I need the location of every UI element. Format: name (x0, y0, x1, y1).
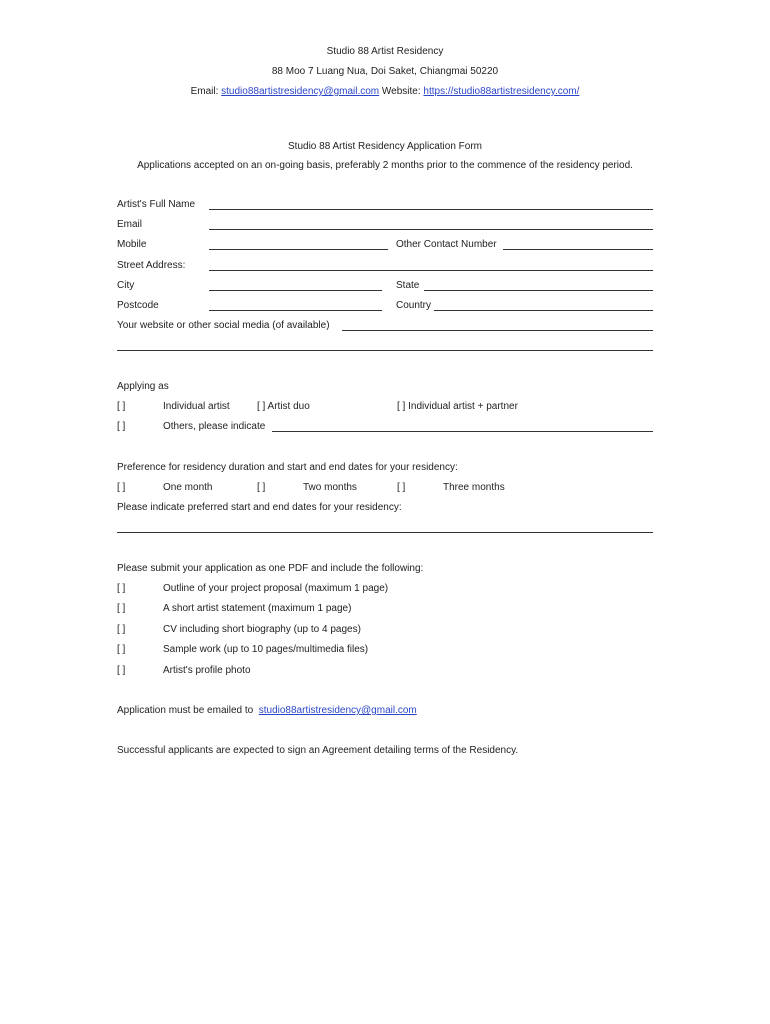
checkbox-profile-photo[interactable]: [ ] (117, 665, 126, 676)
applying-heading: Applying as (117, 381, 169, 392)
option-two-months: Two months (303, 482, 357, 493)
postcode-line[interactable] (209, 310, 382, 311)
address: 88 Moo 7 Luang Nua, Doi Saket, Chiangmai 50220 (271, 66, 499, 77)
item-profile-photo: Artist's profile photo (163, 665, 251, 676)
website-field-label: Your website or other social media (of available) (117, 320, 330, 331)
checkbox-proposal[interactable]: [ ] (117, 583, 126, 594)
others-line[interactable] (272, 431, 653, 432)
full-name-line[interactable] (209, 209, 653, 210)
state-label: State (396, 280, 420, 291)
other-contact-line[interactable] (503, 249, 653, 250)
website-line-2[interactable] (117, 350, 653, 351)
full-name-label: Artist's Full Name (117, 199, 196, 210)
dates-line[interactable] (117, 532, 653, 533)
contact-line (0, 86, 770, 98)
email-link[interactable]: studio88artistresidency@gmail.com (221, 86, 380, 97)
option-three-months: Three months (443, 482, 505, 493)
duration-heading: Preference for residency duration and start and end dates for your residency: (117, 462, 458, 473)
email-field-label: Email (117, 219, 143, 230)
item-cv: CV including short biography (up to 4 pages) (163, 624, 361, 635)
state-line[interactable] (424, 290, 653, 291)
website-label: Website: (381, 86, 424, 97)
email-note (117, 705, 417, 717)
other-contact-label: Other Contact Number (396, 239, 497, 250)
city-line[interactable] (209, 290, 382, 291)
option-partner[interactable]: [ ] Individual artist + partner (397, 401, 518, 412)
checkbox-individual[interactable]: [ ] (117, 401, 126, 412)
postcode-label: Postcode (117, 300, 159, 311)
org-name: Studio 88 Artist Residency (326, 46, 444, 57)
submit-heading: Please submit your application as one PDF and include the following: (117, 563, 424, 574)
country-label: Country (396, 300, 432, 311)
form-title: Studio 88 Artist Residency Application Form (288, 141, 482, 152)
checkbox-one-month[interactable]: [ ] (117, 482, 126, 493)
item-statement: A short artist statement (maximum 1 page) (163, 603, 352, 614)
website-link[interactable]: https://studio88artistresidency.com/ (423, 86, 580, 97)
checkbox-statement[interactable]: [ ] (117, 603, 126, 614)
website-line[interactable] (342, 330, 653, 331)
checkbox-cv[interactable]: [ ] (117, 624, 126, 635)
option-others: Others, please indicate (163, 421, 266, 432)
checkbox-others[interactable]: [ ] (117, 421, 126, 432)
agreement-note: Successful applicants are expected to sign an Agreement detailing terms of the Residency. (117, 745, 519, 756)
email-label: Email: (190, 86, 222, 97)
application-email-link[interactable]: studio88artistresidency@gmail.com (258, 705, 417, 716)
mobile-line[interactable] (209, 249, 388, 250)
checkbox-two-months[interactable]: [ ] (257, 482, 266, 493)
email-line[interactable] (209, 229, 653, 230)
street-line[interactable] (209, 270, 653, 271)
checkbox-sample-work[interactable]: [ ] (117, 644, 126, 655)
form-intro: Applications accepted on an on-going basis, preferably 2 months prior to the commence of the residency period. (137, 160, 633, 171)
country-line[interactable] (434, 310, 653, 311)
option-individual: Individual artist (163, 401, 230, 412)
city-label: City (117, 280, 135, 291)
item-proposal: Outline of your project proposal (maximum 1 page) (163, 583, 389, 594)
street-label: Street Address: (117, 260, 186, 271)
option-duo[interactable]: [ ] Artist duo (257, 401, 310, 412)
dates-label: Please indicate preferred start and end dates for your residency: (117, 502, 402, 513)
mobile-label: Mobile (117, 239, 147, 250)
email-note-text: Application must be emailed to (117, 705, 254, 716)
option-one-month: One month (163, 482, 213, 493)
item-sample-work: Sample work (up to 10 pages/multimedia files) (163, 644, 369, 655)
checkbox-three-months[interactable]: [ ] (397, 482, 406, 493)
